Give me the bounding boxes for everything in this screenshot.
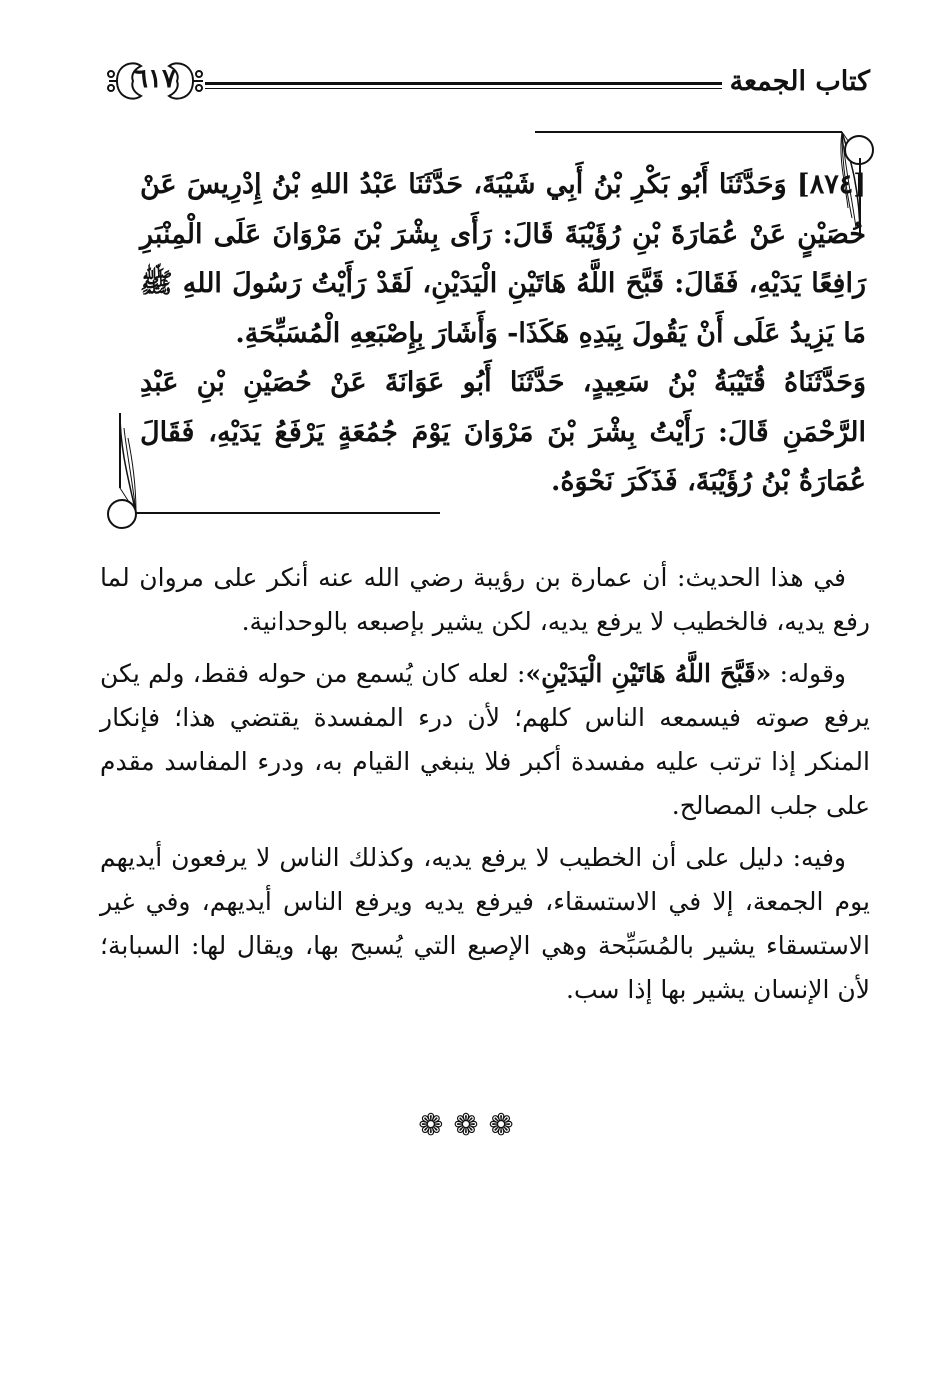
commentary-paragraph [100, 652, 870, 828]
header-rule-thin [205, 88, 722, 89]
running-title: كتاب الجمعة [729, 66, 870, 97]
hadith-paragraph: وَحَدَّثَنَاهُ قُتَيْبَةُ بْنُ سَعِيدٍ، حَدَّثَنَا أَبُو عَوَانَةَ عَنْ حُصَيْنِ بْنِ عَبْدِ الرَّحْمَنِ قَالَ: رَأَيْتُ بِشْرَ بْنَ مَرْوَانَ يَوْمَ جُمُعَةٍ يَرْفَعُ يَدَيْهِ، فَقَالَ عُمَارَةُ بْنُ رُؤَيْبَةَ، فَذَكَرَ نَحْوَهُ. [140, 367, 866, 497]
header-rule [205, 82, 722, 85]
commentary-text: : لعله كان يُسمع من حوله فقط، ولم يكن يرفع صوته فيسمعه الناس كلهم؛ لأن درء المفسدة يقتضي هذا؛ فإنكار المنكر إذا ترتب عليه مفسدة أكبر فلا ينبغي القيام به، ودرء المفاسد مقدم على جلب المصالح. [100, 659, 870, 820]
commentary-prefix: وقوله: [771, 659, 846, 688]
commentary [100, 556, 870, 1020]
page-number: ٦١٧ [134, 64, 176, 94]
section-end-ornament-icon: ❁❁❁ [418, 1108, 524, 1143]
commentary-paragraph: وفيه: دليل على أن الخطيب لا يرفع يديه، وكذلك الناس لا يرفعون أيديهم يوم الجمعة، إلا في الاستسقاء، فيرفع يديه ويرفع الناس أيديهم، وفي غير الاستسقاء يشير بالمُسَبِّحة وهي الإصبع التي يُسبح بها، ويقال لها: السبابة؛ لأن الإنسان يشير بها إذا سب. [100, 843, 870, 1004]
commentary-paragraph: في هذا الحديث: أن عمارة بن رؤيبة رضي الله عنه أنكر على مروان لما رفع يديه، فالخطيب لا يرفع يديه، لكن يشير بإصبعه بالوحدانية. [100, 563, 870, 636]
hadith-paragraph: [٨٧٤] وَحَدَّثَنَا أَبُو بَكْرِ بْنُ أَبِي شَيْبَةَ، حَدَّثَنَا عَبْدُ اللهِ بْنُ إِدْرِيسَ عَنْ حُصَيْنٍ عَنْ عُمَارَةَ بْنِ رُؤَيْبَةَ قَالَ: رَأَى بِشْرَ بْنَ مَرْوَانَ عَلَى الْمِنْبَرِ رَافِعًا يَدَيْهِ، فَقَالَ: قَبَّحَ اللَّهُ هَاتَيْنِ الْيَدَيْنِ، لَقَدْ رَأَيْتُ رَسُولَ اللهِ ﷺ مَا يَزِيدُ عَلَى أَنْ يَقُولَ بِيَدِهِ هَكَذَا- وَأَشَارَ بِإِصْبَعِهِ الْمُسَبِّحَةِ. [140, 169, 866, 349]
hadith-text [140, 160, 866, 507]
commentary-quote: «قَبَّحَ اللَّهُ هَاتَيْنِ الْيَدَيْنِ» [525, 659, 772, 688]
